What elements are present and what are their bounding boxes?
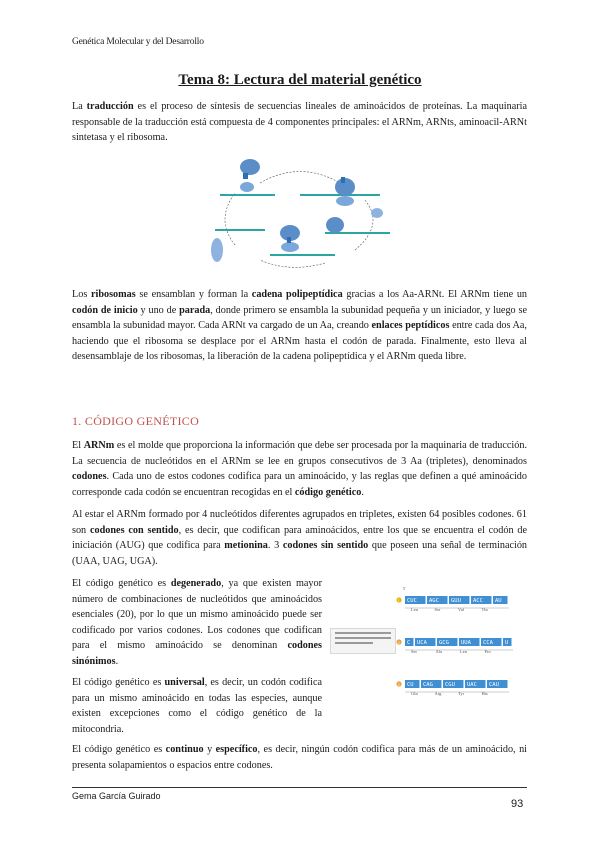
universal-paragraph: El código genético es universal, es decir, un codón codifica para un mismo aminoácido en todas las especies, aunque existen excepciones como el código genético de la mitocondria.	[72, 677, 322, 735]
continuous-paragraph: El código genético es continuo y específico, es decir, ningún codón codifica para más de un aminoácido, ni presenta solapamientos o espacios entre codones.	[72, 744, 528, 771]
mrna-strands	[215, 195, 390, 255]
amino-acid-label: Ala	[435, 649, 442, 654]
codon-label: AGC	[429, 598, 439, 604]
amino-acid-label: Ser	[411, 649, 417, 654]
frame-number: 2	[397, 639, 400, 645]
codon-label: UCA	[417, 640, 427, 646]
codon-label: CGU	[445, 682, 455, 688]
codon-label: CUC	[407, 598, 417, 604]
amino-acid-label: Ser	[434, 607, 441, 612]
codon-label: UUA	[461, 640, 471, 646]
codon-label: CAU	[489, 682, 499, 688]
codon-label: U	[505, 640, 509, 646]
amino-acid-label: Leu	[460, 649, 467, 654]
codon-label: CCA	[483, 640, 493, 646]
amino-acid-label: Pro	[484, 649, 491, 654]
codon-label: ACC	[473, 598, 483, 604]
intro-paragraph: La traducción es el proceso de síntesis de secuencias lineales de aminoácidos de proteínas. La maquinaria responsable de la traducción está compuesta de 4 componentes principales: el ARNm, ARNts, aminoacil-ARNt sintetasa y el ribosoma.	[72, 101, 527, 143]
degenerate-paragraph: El código genético es degenerado, ya que existen mayor número de combinaciones de nucleótidos que aminoácidos esenciales (20), por lo que un mismo aminoácido puede ser codificado por varios codones. Los codones que codifican para el mismo aminoácido se denominan codones sinónimos.	[72, 578, 322, 667]
amino-acid-label: Tyr	[458, 691, 465, 696]
codon-label: UAC	[467, 682, 477, 688]
ribosome-paragraph: Los ribosomas se ensamblan y forman la cadena polipeptídica gracias a los Aa-ARNt. El ARNm tiene un codón de inicio y uno de parada, donde primero se ensambla la subunidad pequeña y un iniciador, y luego se ensambla la subunidad mayor. Cada ARNt va cargado de un Aa, creando enlaces peptídicos entre cada dos Aa, haciendo que el ribosoma se desplace por el ARNm hasta el codón de parada. Finalmente, esto lleva al desensamblaje de los ribosomas, la liberación de la cadena polipeptídica y el ARNm queda libre.	[72, 289, 528, 362]
codon-label: GCG	[439, 640, 449, 646]
amino-acid-label: Arg	[434, 691, 442, 696]
five-prime-label: 5'	[403, 586, 406, 591]
arnm-paragraph: El ARNm es el molde que proporciona la información que debe ser procesada por la maquinaria de traducción. La secuencia de nucleótidos en el ARNm se lee en grupos consecutivos de 3 Aa (tripletes), denominados codones. Cada uno de estos codones codifica para un aminoácido, y las reglas que definen a qué aminoácido corresponde cada codón se encuentran recogidas en el código genético.	[72, 440, 527, 498]
codon-label: CU	[407, 682, 414, 688]
ribosome-shapes	[211, 159, 383, 262]
figure-legend	[330, 628, 396, 654]
codon-label: GUU	[451, 598, 461, 604]
amino-acid-label: Gln	[411, 691, 418, 696]
amino-acid-label: Leu	[411, 607, 418, 612]
reading-frames-figure	[395, 582, 530, 707]
amino-acid-label: His	[481, 691, 488, 696]
footer-author: Gema García Guirado	[72, 791, 161, 801]
codon-label: AU	[495, 598, 502, 604]
translation-cycle-figure	[205, 155, 395, 275]
codons-paragraph: Al estar el ARNm formado por 4 nucleótidos diferentes agrupados en tripletes, existen 64 posibles codones. 61 son codones con sentido, es decir, que codifican para aminoácidos, entre los que se encuentra el codón de iniciación (AUG) que codifica para metionina. 3 codones sin sentido que poseen una señal de terminación (UAA, UAG, UGA).	[72, 509, 528, 567]
section-heading: 1. CÓDIGO GENÉTICO	[72, 414, 200, 428]
frame-number: 1	[397, 597, 400, 603]
codon-label: C	[407, 640, 411, 646]
amino-acid-label: Val	[458, 607, 464, 612]
footer-divider	[72, 787, 527, 788]
page-number: 93	[511, 798, 524, 810]
amino-acid-label: Thr	[481, 607, 488, 612]
page-title: Tema 8: Lectura del material genético	[178, 72, 422, 88]
running-header: Genética Molecular y del Desarrollo	[72, 37, 204, 47]
frame-number: 3	[397, 681, 400, 687]
codon-label: CAG	[423, 682, 433, 688]
